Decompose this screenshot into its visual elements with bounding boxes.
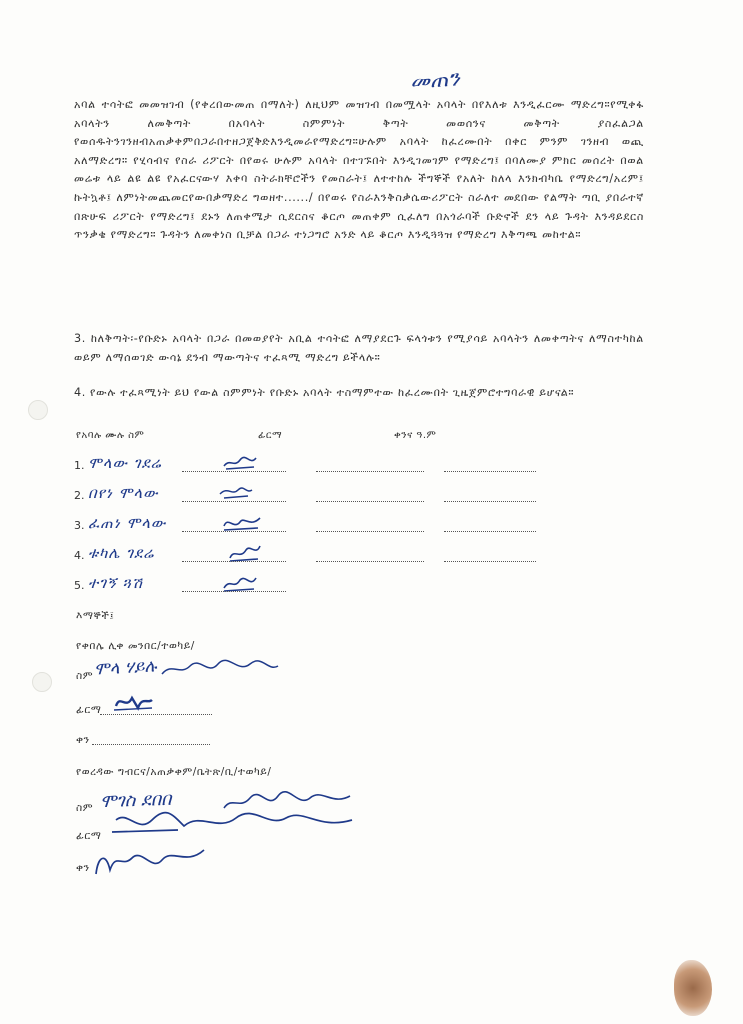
- punch-hole-bottom: [32, 672, 52, 692]
- date-field: [444, 501, 536, 502]
- kebele-date-label: ቀን: [76, 734, 90, 746]
- paragraph-obligations: አባል ተሳትፎ መመዝገብ (የቀረበውመጠ በማለት) ለዚህም መዝገብ በመሟላት አባላት በየእለቱ እንዲፈርሙ ማድረግ።የሚቀፋ አባላትን ለመቅጣት በአባላት ስምምነት ቅጣት መወሰንና መቅጣት ያስፈልጋል የወሰዱትንገንዘብአጠቃቀምበጋራበተዘጋጀቅድእንዲመራየማድረግ።ሁሉም አባላት ከፈረሙበት በቀር ምንም ገንዘብ ወጪ አለማድረግ። የሂሳብና የስራ ሪፖርት በየወሩ ሁሉም አባላት በተገኙበት እንዲገመገም የማድረግ፤ በባለሙያ ምክር መሰረት በወል መሬቱ ላይ ልዩ ልዩ የአፈርናውሃ እቀባ ስትራክቸሮችን የመስራት፤ ለተተከሉ ችግኞች የአለት ከለላ እንክብካቤ የማድረግ/አረም፤ ኩትኳቶ፤ ለምነትመጨመርየውበቃማድረ ግወዘተ....../ በየወሩ የስራእንቅስቃሴውሪፖርት ስራለተ መደበው የልማት ጣቢ ያበራተኛ በጽሁፍ ሪፖርት የማድረግ፤ ደኑን ለጠቀሜታ ሲደርስና ቆርጦ መጠቀም ሲፈለግ በአጎራባች ቡድኖች ደን ላይ ጉዳት እንዳይደርስ ጥንቃቄ የማድረግ። ጉዳትን ለመቀነስ ቢቻል በጋራ ተነጋግሮ አንድ ላይ ቆርጦ እንዲጓጓዝ የማድረግ እቅጣጫ መከተል።: [74, 98, 644, 242]
- kebele-chair-title: የቀበሌ ሊቀ መንበር/ተወካይ/: [76, 640, 195, 652]
- woreda-office-title: የወረዳው ግብርና/አጠቃቀም/ቤትጽ/ቢ/ተወካይ/: [76, 766, 272, 778]
- member-row: [74, 542, 544, 564]
- header-signature: ፊርማ: [258, 430, 283, 441]
- date-field: [444, 471, 536, 472]
- member-row: [74, 482, 544, 504]
- signature-line: [182, 561, 286, 562]
- row-number: 5.: [74, 579, 85, 592]
- row-number: 2.: [74, 489, 85, 502]
- paper-stain: [674, 960, 712, 1016]
- signature-field: [316, 531, 424, 532]
- member-name: በየነ ሞላው: [88, 484, 159, 502]
- kebele-date-field: [92, 744, 210, 745]
- office-signature-label: ፊርማ: [76, 830, 102, 842]
- kebele-signature-mark: [112, 692, 156, 714]
- member-row: [74, 572, 544, 594]
- signature-field: [316, 501, 424, 502]
- signature-line: [182, 591, 286, 592]
- kebele-name-label: ስም: [76, 670, 94, 682]
- witnesses-title: እማኞች፤: [76, 610, 115, 622]
- kebele-name-scribble: [160, 656, 280, 682]
- kebele-name-value: ሞላ ሃይሉ: [93, 656, 158, 680]
- date-field: [444, 561, 536, 562]
- member-name: ቱካሌ ገደሬ: [88, 544, 155, 562]
- office-name-value: ሞገስ ደበበ: [99, 788, 172, 813]
- signature-line: [182, 531, 286, 532]
- header-member-name: የአባሉ ሙሉ ስም: [76, 430, 145, 441]
- date-field: [444, 531, 536, 532]
- header-date: ቀንና ዓ.ም: [394, 430, 437, 441]
- header-annotation: መጠን: [409, 66, 461, 95]
- signature-field: [316, 561, 424, 562]
- office-signature-mark: [108, 808, 358, 842]
- office-name-label: ስም: [76, 802, 94, 814]
- member-row: [74, 452, 544, 474]
- member-name: ተገኝ ጓሽ: [88, 574, 143, 592]
- member-row: [74, 512, 544, 534]
- office-date-label: ቀን: [76, 862, 90, 874]
- kebele-signature-field: [100, 714, 212, 715]
- clause-4: 4. የውሉ ተፈጻሚነት ይህ የውል ስምምነት የቡድኑ አባላት ተስማምተው ከፈረሙበት ጊዜጀምሮተግባራዊ ይሆናል።: [74, 386, 575, 399]
- office-date-scribble: [92, 846, 212, 880]
- signature-field: [316, 471, 424, 472]
- member-name: ሞላው ገደሬ: [88, 454, 162, 472]
- row-number: 1.: [74, 459, 85, 472]
- signature-line: [182, 501, 286, 502]
- member-name: ፈጠነ ሞላው: [88, 514, 167, 532]
- punch-hole-top: [28, 400, 48, 420]
- row-number: 3.: [74, 519, 85, 532]
- row-number: 4.: [74, 549, 85, 562]
- signature-line: [182, 471, 286, 472]
- signature-mark: [220, 452, 260, 472]
- signature-mark: [216, 482, 256, 502]
- kebele-signature-label: ፊርማ: [76, 704, 102, 716]
- clause-3: 3. ከለቅጣት፡-የቡድኑ አባላት በጋራ በመወያየት አቢል ተሳትፎ ለማያደርጉ ፍላጎቱን የሚያሳይ አባላትን ለመቀጣትና ለማስተካከል ወይም ለማሰወገድ ውሳኔ ደንብ ማውጣትና ተፈጻሚ ማድረግ ይችላሉ።: [74, 332, 644, 364]
